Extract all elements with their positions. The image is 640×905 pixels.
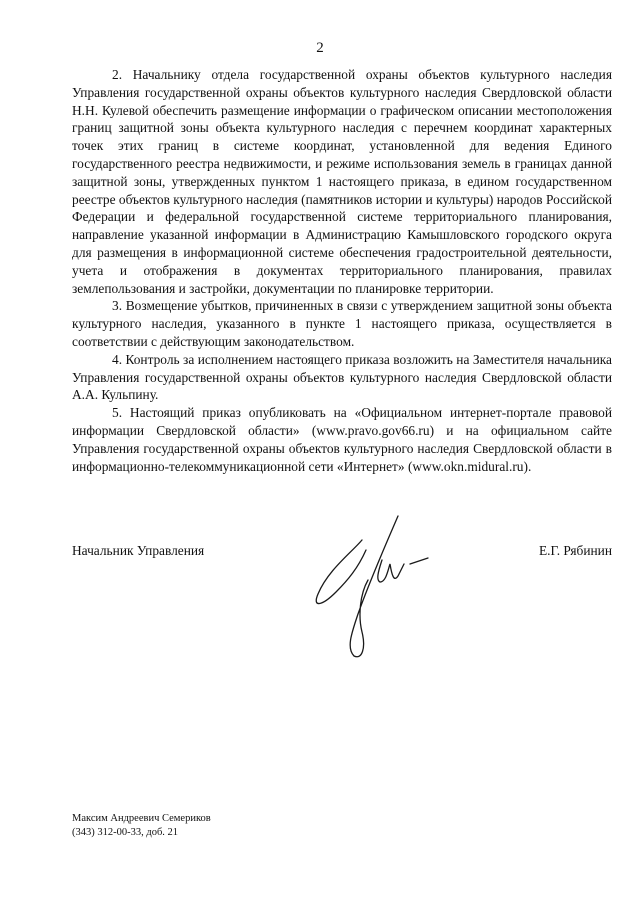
signatory-name: Е.Г. Рябинин bbox=[538, 543, 612, 558]
executor-name: Максим Андреевич Семериков bbox=[72, 813, 211, 824]
executor-contact bbox=[72, 812, 211, 840]
paragraph-2: 2. Начальнику отдела государственной охраны объектов культурного наследия Управления государственной охраны объектов культурного наследия Свердловской области Н.Н. Кулевой обеспечить размещение информации о графическом описании местоположения границ защитной зоны объекта культурного наследия с перечнем координат характерных точек этих границ в системе координат, установленной для ведения Единого государственного реестра недвижимости, и режиме использования земель в границах данной защитной зоны, утвержденных пунктом 1 настоящего приказа, в едином государственном реестре объектов культурного наследия (памятников истории и культуры) народов Российской Федерации и федеральной государственной системе территориального планирования, направление указанной информации в Администрацию Камышловского городского округа для размещения в информационной системе обеспечения градостроительной деятельности, учета и отображения в документах территориального планирования, правилах землепользования и застройки, документации по планировке территории. bbox=[72, 67, 612, 296]
signatory-position: Начальник Управления bbox=[72, 543, 205, 558]
paragraph-3: 3. Возмещение убытков, причиненных в связи с утверждением защитной зоны объекта культурного наследия, указанного в пункте 1 настоящего приказа, осуществляется в соответствии с действующим законодательством. bbox=[72, 298, 612, 349]
handwritten-signature bbox=[300, 510, 450, 660]
paragraph-4: 4. Контроль за исполнением настоящего приказа возложить на Заместителя начальника Управления государственной охраны объектов культурного наследия Свердловской области А.А. Кульпину. bbox=[72, 351, 612, 403]
executor-phone: (343) 312-00-33, доб. 21 bbox=[72, 827, 179, 838]
page-number: 2 bbox=[316, 40, 324, 56]
paragraph-5: 5. Настоящий приказ опубликовать на «Официальном интернет-портале правовой информации Свердловской области» (www.pravo.gov66.ru) и на официальном сайте Управления государственной охраны объектов культурного наследия Свердловской области в информационно-телекоммуникационной сети «Интернет» (www.okn.midural.ru). bbox=[72, 405, 612, 474]
document-body bbox=[72, 66, 612, 475]
